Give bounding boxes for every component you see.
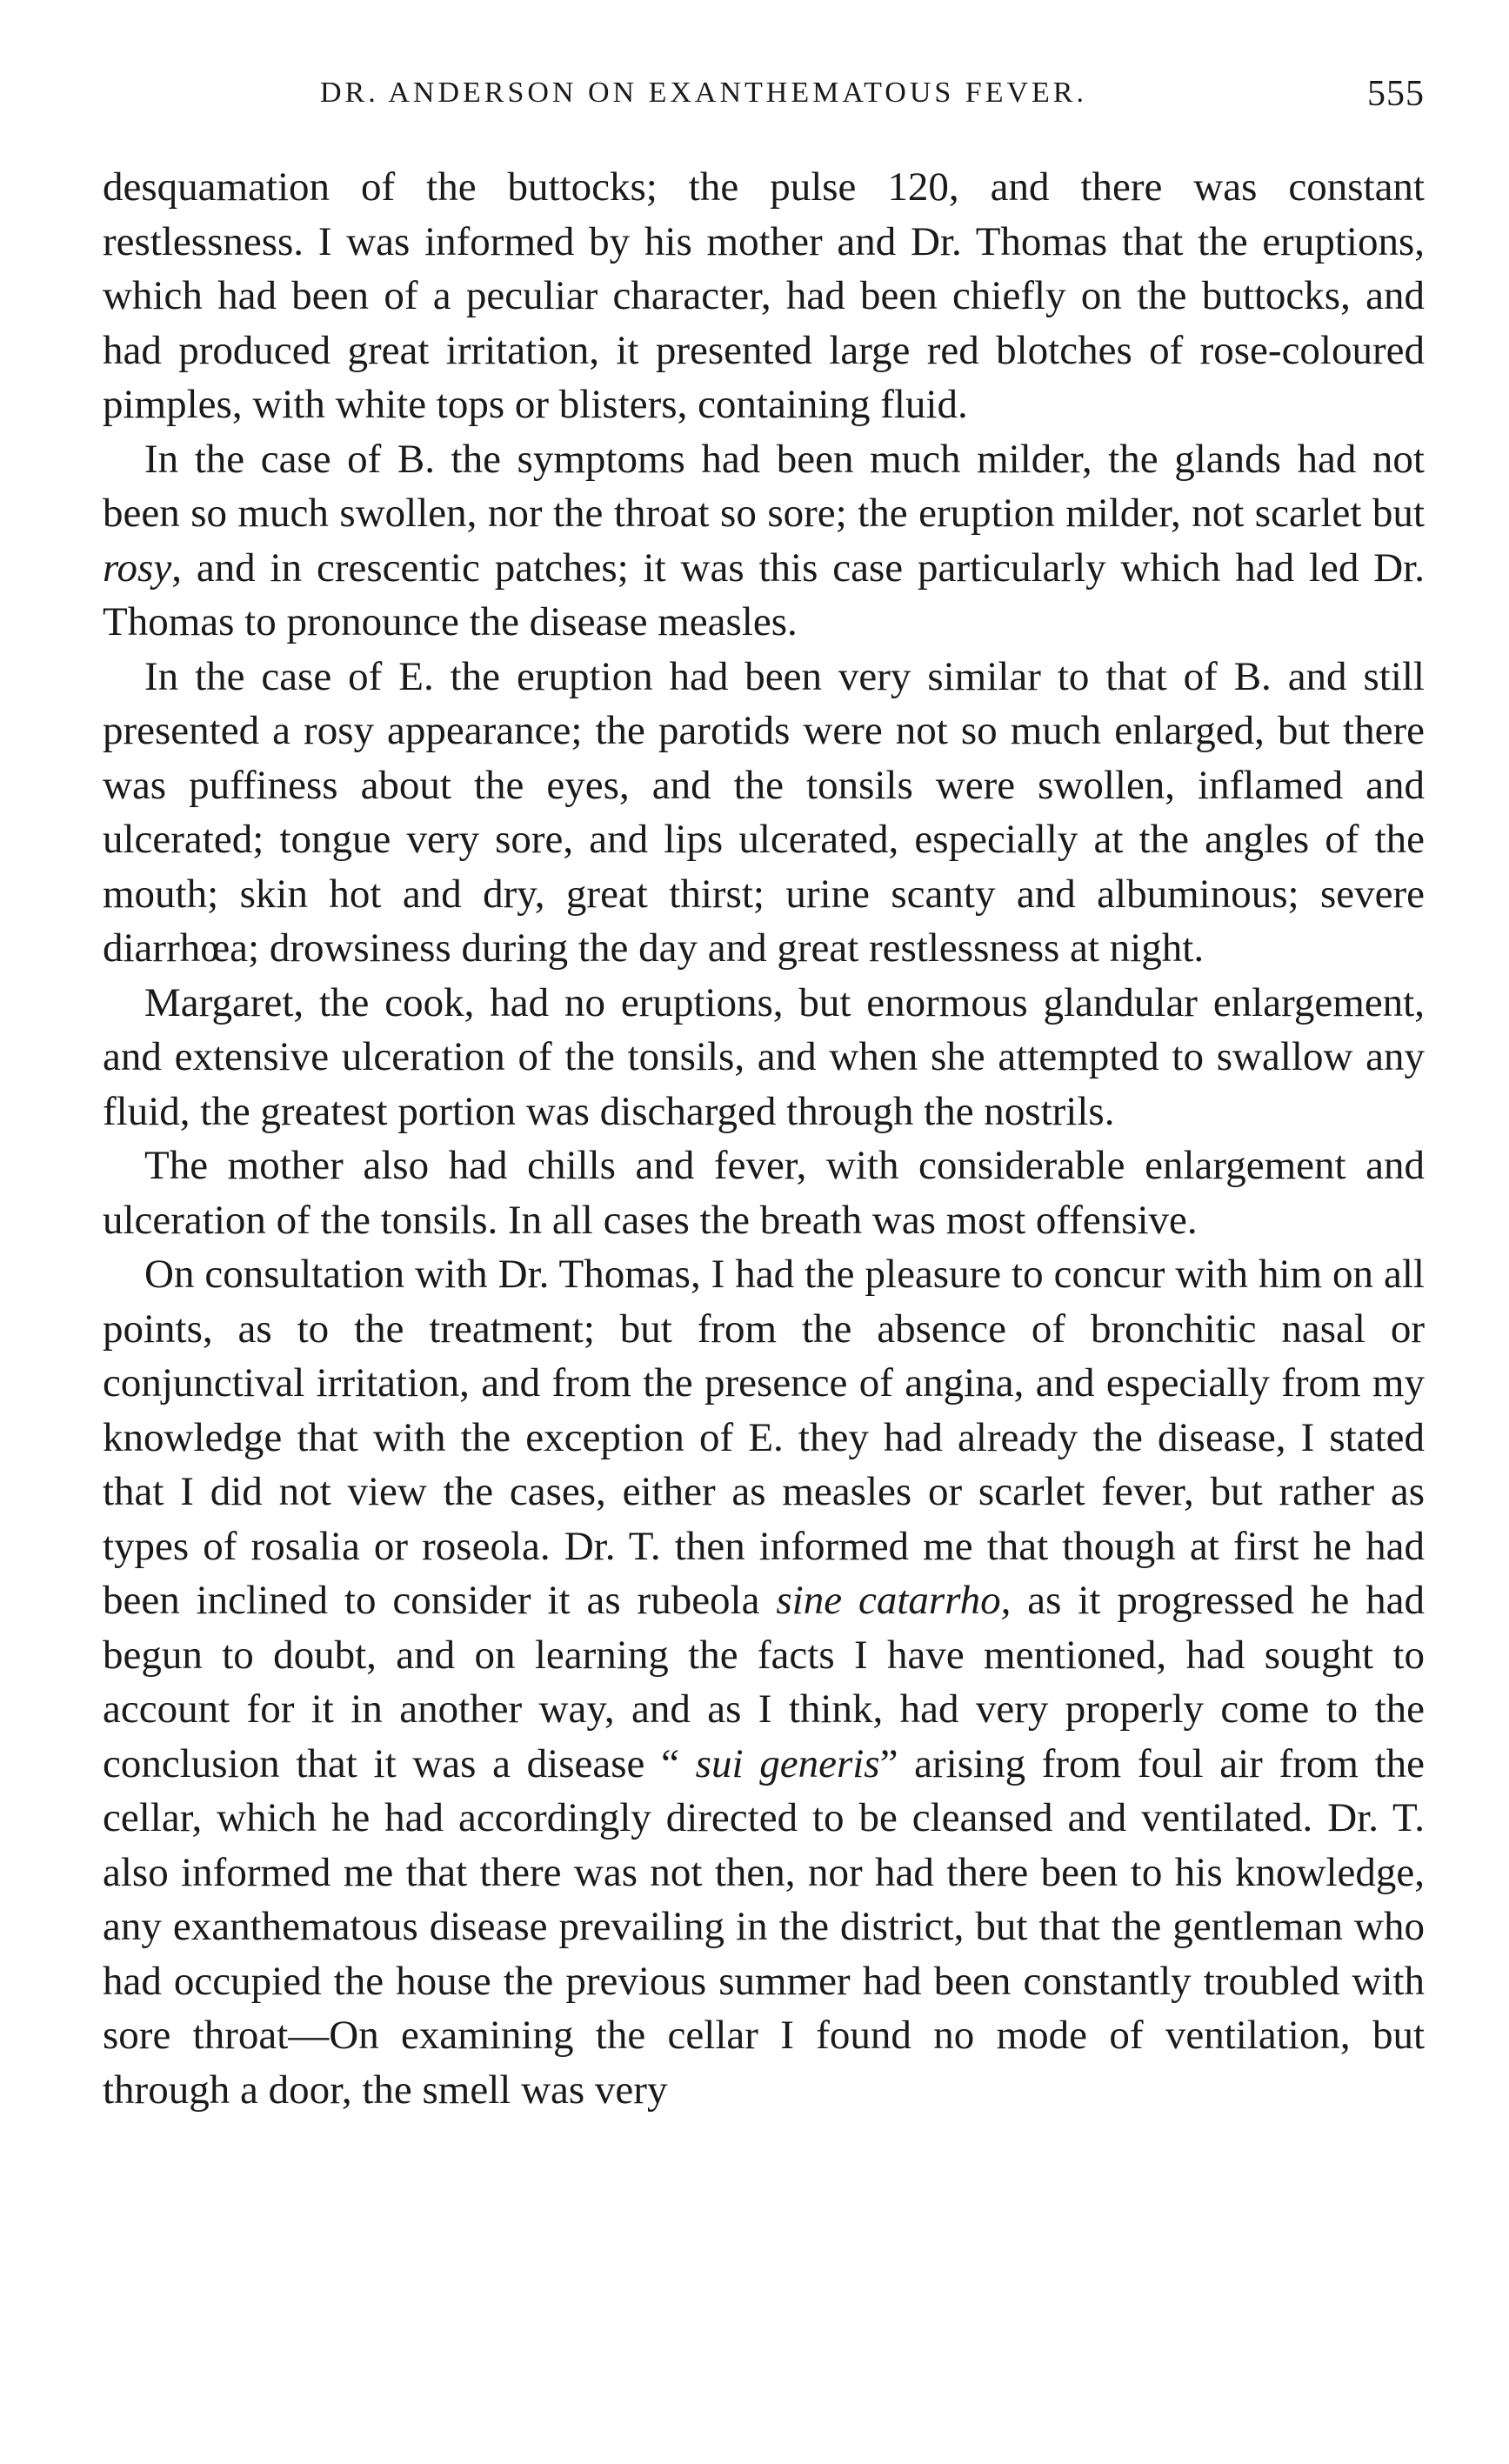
italic-text: rosy: [103, 544, 172, 591]
text-run: ” arising from foul air from the cellar, which he had accordingly directed to be cleansed and ventilated. Dr. T. also informed me that there was not then, nor had there been to his knowledge, any exanthematous disease prevailing in the district, but that the gentleman who had occupied the house the previous summer had been constantly troubled with sore throat—On examining the cellar I found no mode of ventilation, but through a door, the smell was very: [103, 1740, 1425, 2113]
text-run: , and in crescentic patches; it was this case particularly which had led Dr. Thomas to pronounce the disease measles.: [103, 544, 1425, 644]
text-run: On consultation with Dr. Thomas, I had the pleasure to concur with him on all points, as to the treatment; but from the absence of bronchitic nasal or conjunctival irritation, and from the presence of angina, and especially from my knowledge that with the exception of E. they had already the disease, I stated that I did not view the cases, either as measles or scarlet fever, but rather as types of rosalia or roseola. Dr. T. then informed me that though at first he had been inclined to consider it as rubeola: [103, 1252, 1425, 1623]
document-page: [103, 70, 1425, 2117]
paragraph: [103, 1139, 1425, 1247]
text-run: as it progressed he had begun to doubt, and on learning the facts I have mentioned, had sought to account for it in another way, and as I think, had very properly come to the conclusion that it was a disease “: [103, 1578, 1425, 1786]
italic-text: sui generis: [695, 1740, 880, 1786]
text-run: desquamation of the buttocks; the pulse 120, and there was constant restlessness. I was informed by his mother and Dr. Thomas that the eruptions, which had been of a peculiar character, had been chiefly on the buttocks, and had produced great irritation, it presented large red blotches of rose-coloured pimples, with white tops or blisters, containing fluid.: [103, 164, 1425, 427]
paragraph: [103, 160, 1425, 432]
text-run: Margaret, the cook, had no eruptions, but enormous glandular enlargement, and extensive ulceration of the tonsils, and when she attempted to swallow any fluid, the greatest portion was discharged through the nostrils.: [103, 979, 1425, 1134]
page-number: 555: [1367, 74, 1425, 114]
text-run: In the case of B. the symptoms had been much milder, the glands had not been so much swollen, nor the throat so sore; the eruption milder, not scarlet but: [103, 436, 1425, 536]
running-head: [103, 70, 1425, 130]
paragraph: [103, 650, 1425, 976]
italic-text: sine catarrho,: [776, 1578, 1012, 1623]
paragraph: [103, 432, 1425, 650]
paragraph: [103, 1247, 1425, 2117]
running-title: DR. ANDERSON ON EXANTHEMATOUS FEVER.: [320, 77, 1087, 109]
text-run: The mother also had chills and fever, with considerable enlargement and ulceration of the tonsils. In all cases the breath was most offensive.: [103, 1143, 1425, 1243]
paragraph: [103, 976, 1425, 1139]
body-text: [103, 160, 1425, 2117]
text-run: In the case of E. the eruption had been very similar to that of B. and still presented a rosy appearance; the parotids were not so much enlarged, but there was puffiness about the eyes, and the tonsils were swollen, inflamed and ulcerated; tongue very sore, and lips ulcerated, especially at the angles of the mouth; skin hot and dry, great thirst; urine scanty and albuminous; severe diarrhœa; drowsiness during the day and great restlessness at night.: [103, 653, 1425, 971]
